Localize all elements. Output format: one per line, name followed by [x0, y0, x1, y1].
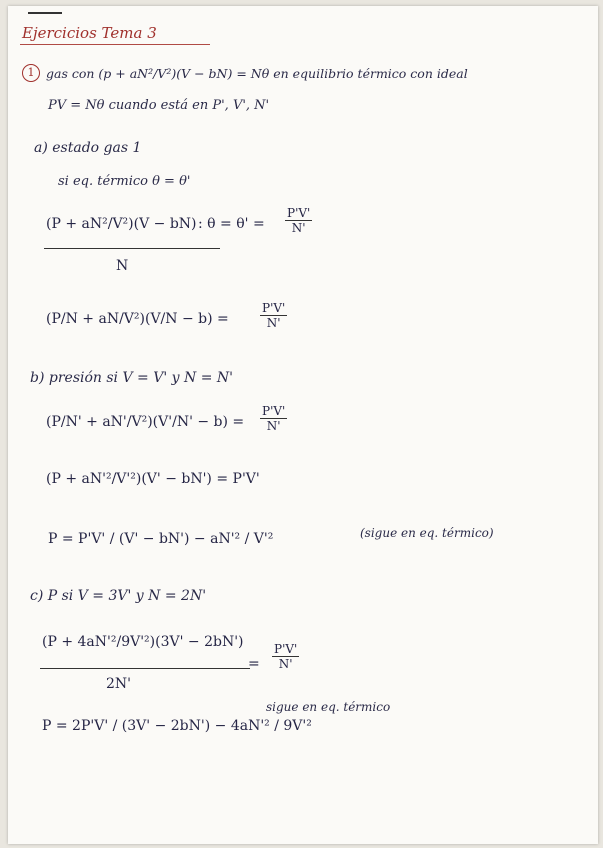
part-c-eq1-frac-num: P'V' — [274, 642, 298, 656]
notebook-page — [8, 6, 598, 844]
problem-intro-line2: PV = Nθ cuando está en P', V', N' — [48, 98, 270, 113]
problem-number-circle: 1 — [22, 64, 40, 82]
part-b-eq3: P = P'V' / (V' − bN') − aN'² / V'² — [48, 531, 274, 547]
part-b-eq1: (P/N' + aN'/V²)(V'/N' − b) = — [46, 414, 245, 430]
part-a-eq1-frac-den: N' — [291, 221, 306, 235]
part-b-eq2: (P + aN'²/V'²)(V' − bN') = P'V' — [46, 471, 260, 487]
part-a-eq2: (P/N + aN/V²)(V/N − b) = — [46, 311, 229, 327]
part-a-fraction-bar — [44, 248, 220, 249]
part-a-eq2-fraction — [258, 301, 289, 330]
part-c-note: sigue en eq. térmico — [266, 700, 391, 714]
part-a-eq1-denominator: N — [116, 258, 129, 274]
part-b-eq1-frac-num: P'V' — [262, 404, 286, 418]
part-c-eq1-numerator: (P + 4aN'²/9V'²)(3V' − 2bN') — [42, 634, 244, 650]
part-a-condition: si eq. térmico θ = θ' — [58, 174, 191, 189]
part-a-eq1-numerator: (P + aN²/V²)(V − bN) — [46, 216, 197, 232]
part-c-eq1-frac-den: N' — [278, 657, 293, 671]
part-b-note: (sigue en eq. térmico) — [360, 526, 494, 540]
part-a-eq2-frac-den: N' — [266, 316, 281, 330]
part-c-fraction-bar — [40, 668, 250, 669]
part-c-eq2: P = 2P'V' / (3V' − 2bN') − 4aN'² / 9V'² — [42, 718, 312, 734]
title-underline — [20, 44, 210, 45]
part-a-eq1-frac-num: P'V' — [287, 206, 311, 220]
part-c-equals: = — [248, 656, 260, 672]
part-a-eq2-frac-num: P'V' — [262, 301, 286, 315]
page-title: Ejercicios Tema 3 — [22, 24, 157, 42]
part-a-eq1-fraction — [283, 206, 314, 235]
top-mark — [28, 12, 62, 14]
problem-number — [22, 64, 40, 82]
part-c-label: c) P si V = 3V' y N = 2N' — [30, 588, 207, 604]
part-b-eq1-fraction — [258, 404, 289, 433]
part-c-eq1-denominator: 2N' — [106, 676, 132, 692]
part-a-eq1-right: : θ = θ' = — [198, 216, 265, 232]
part-a-label: a) estado gas 1 — [34, 140, 142, 156]
part-b-eq1-frac-den: N' — [266, 419, 281, 433]
part-b-label: b) presión si V = V' y N = N' — [30, 370, 233, 386]
problem-intro-line1: gas con (p + aN²/V²)(V − bN) = Nθ en equilibrio térmico con ideal — [46, 66, 468, 81]
part-c-eq1-fraction — [270, 642, 301, 671]
